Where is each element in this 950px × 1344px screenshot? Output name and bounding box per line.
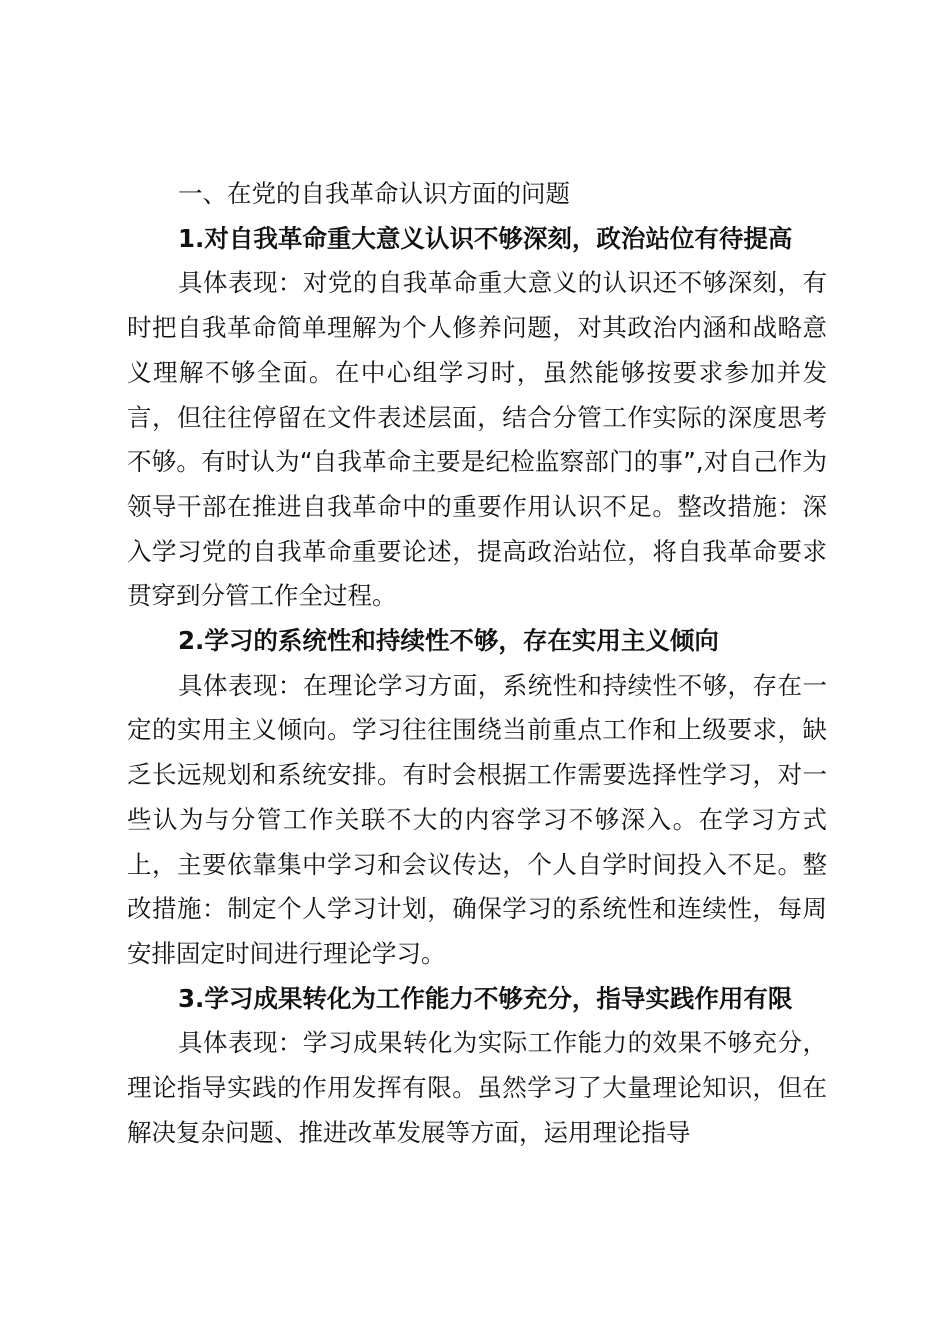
document-body [127, 172, 827, 1155]
section-heading: 一、在党的自我革命认识方面的问题 [178, 179, 570, 208]
item-2-heading: 2.学习的系统性和持续性不够，存在实用主义倾向 [178, 626, 719, 656]
item-3-heading: 3.学习成果转化为工作能力不够充分，指导实践作用有限 [178, 983, 793, 1013]
item-2-body: 具体表现：在理论学习方面，系统性和持续性不够，存在一定的实用主义倾向。学习往往围绕当前重点工作和上级要求，缺乏长远规划和系统安排。有时会根据工作需要选择性学习，对一些认为与分管工作关联不大的内容学习不够深入。在学习方式上，主要依靠集中学习和会议传达，个人自学时间投入不足。整改措施：制定个人学习计划，确保学习的系统性和连续性，每周安排固定时间进行理论学习。 [127, 670, 827, 968]
item-1-heading: 1.对自我革命重大意义认识不够深刻，政治站位有待提高 [178, 223, 793, 253]
item-3-body: 具体表现：学习成果转化为实际工作能力的效果不够充分，理论指导实践的作用发挥有限。虽然学习了大量理论知识，但在解决复杂问题、推进改革发展等方面，运用理论指导 [127, 1028, 827, 1147]
item-1-body: 具体表现：对党的自我革命重大意义的认识还不够深刻，有时把自我革命简单理解为个人修养问题，对其政治内涵和战略意义理解不够全面。在中心组学习时，虽然能够按要求参加并发言，但往往停留在文件表述层面，结合分管工作实际的深度思考不够。有时认为“自我革命主要是纪检监察部门的事”,对自己作为领导干部在推进自我革命中的重要作用认识不足。整改措施：深入学习党的自我革命重要论述，提高政治站位，将自我革命要求贯穿到分管工作全过程。 [127, 268, 827, 611]
